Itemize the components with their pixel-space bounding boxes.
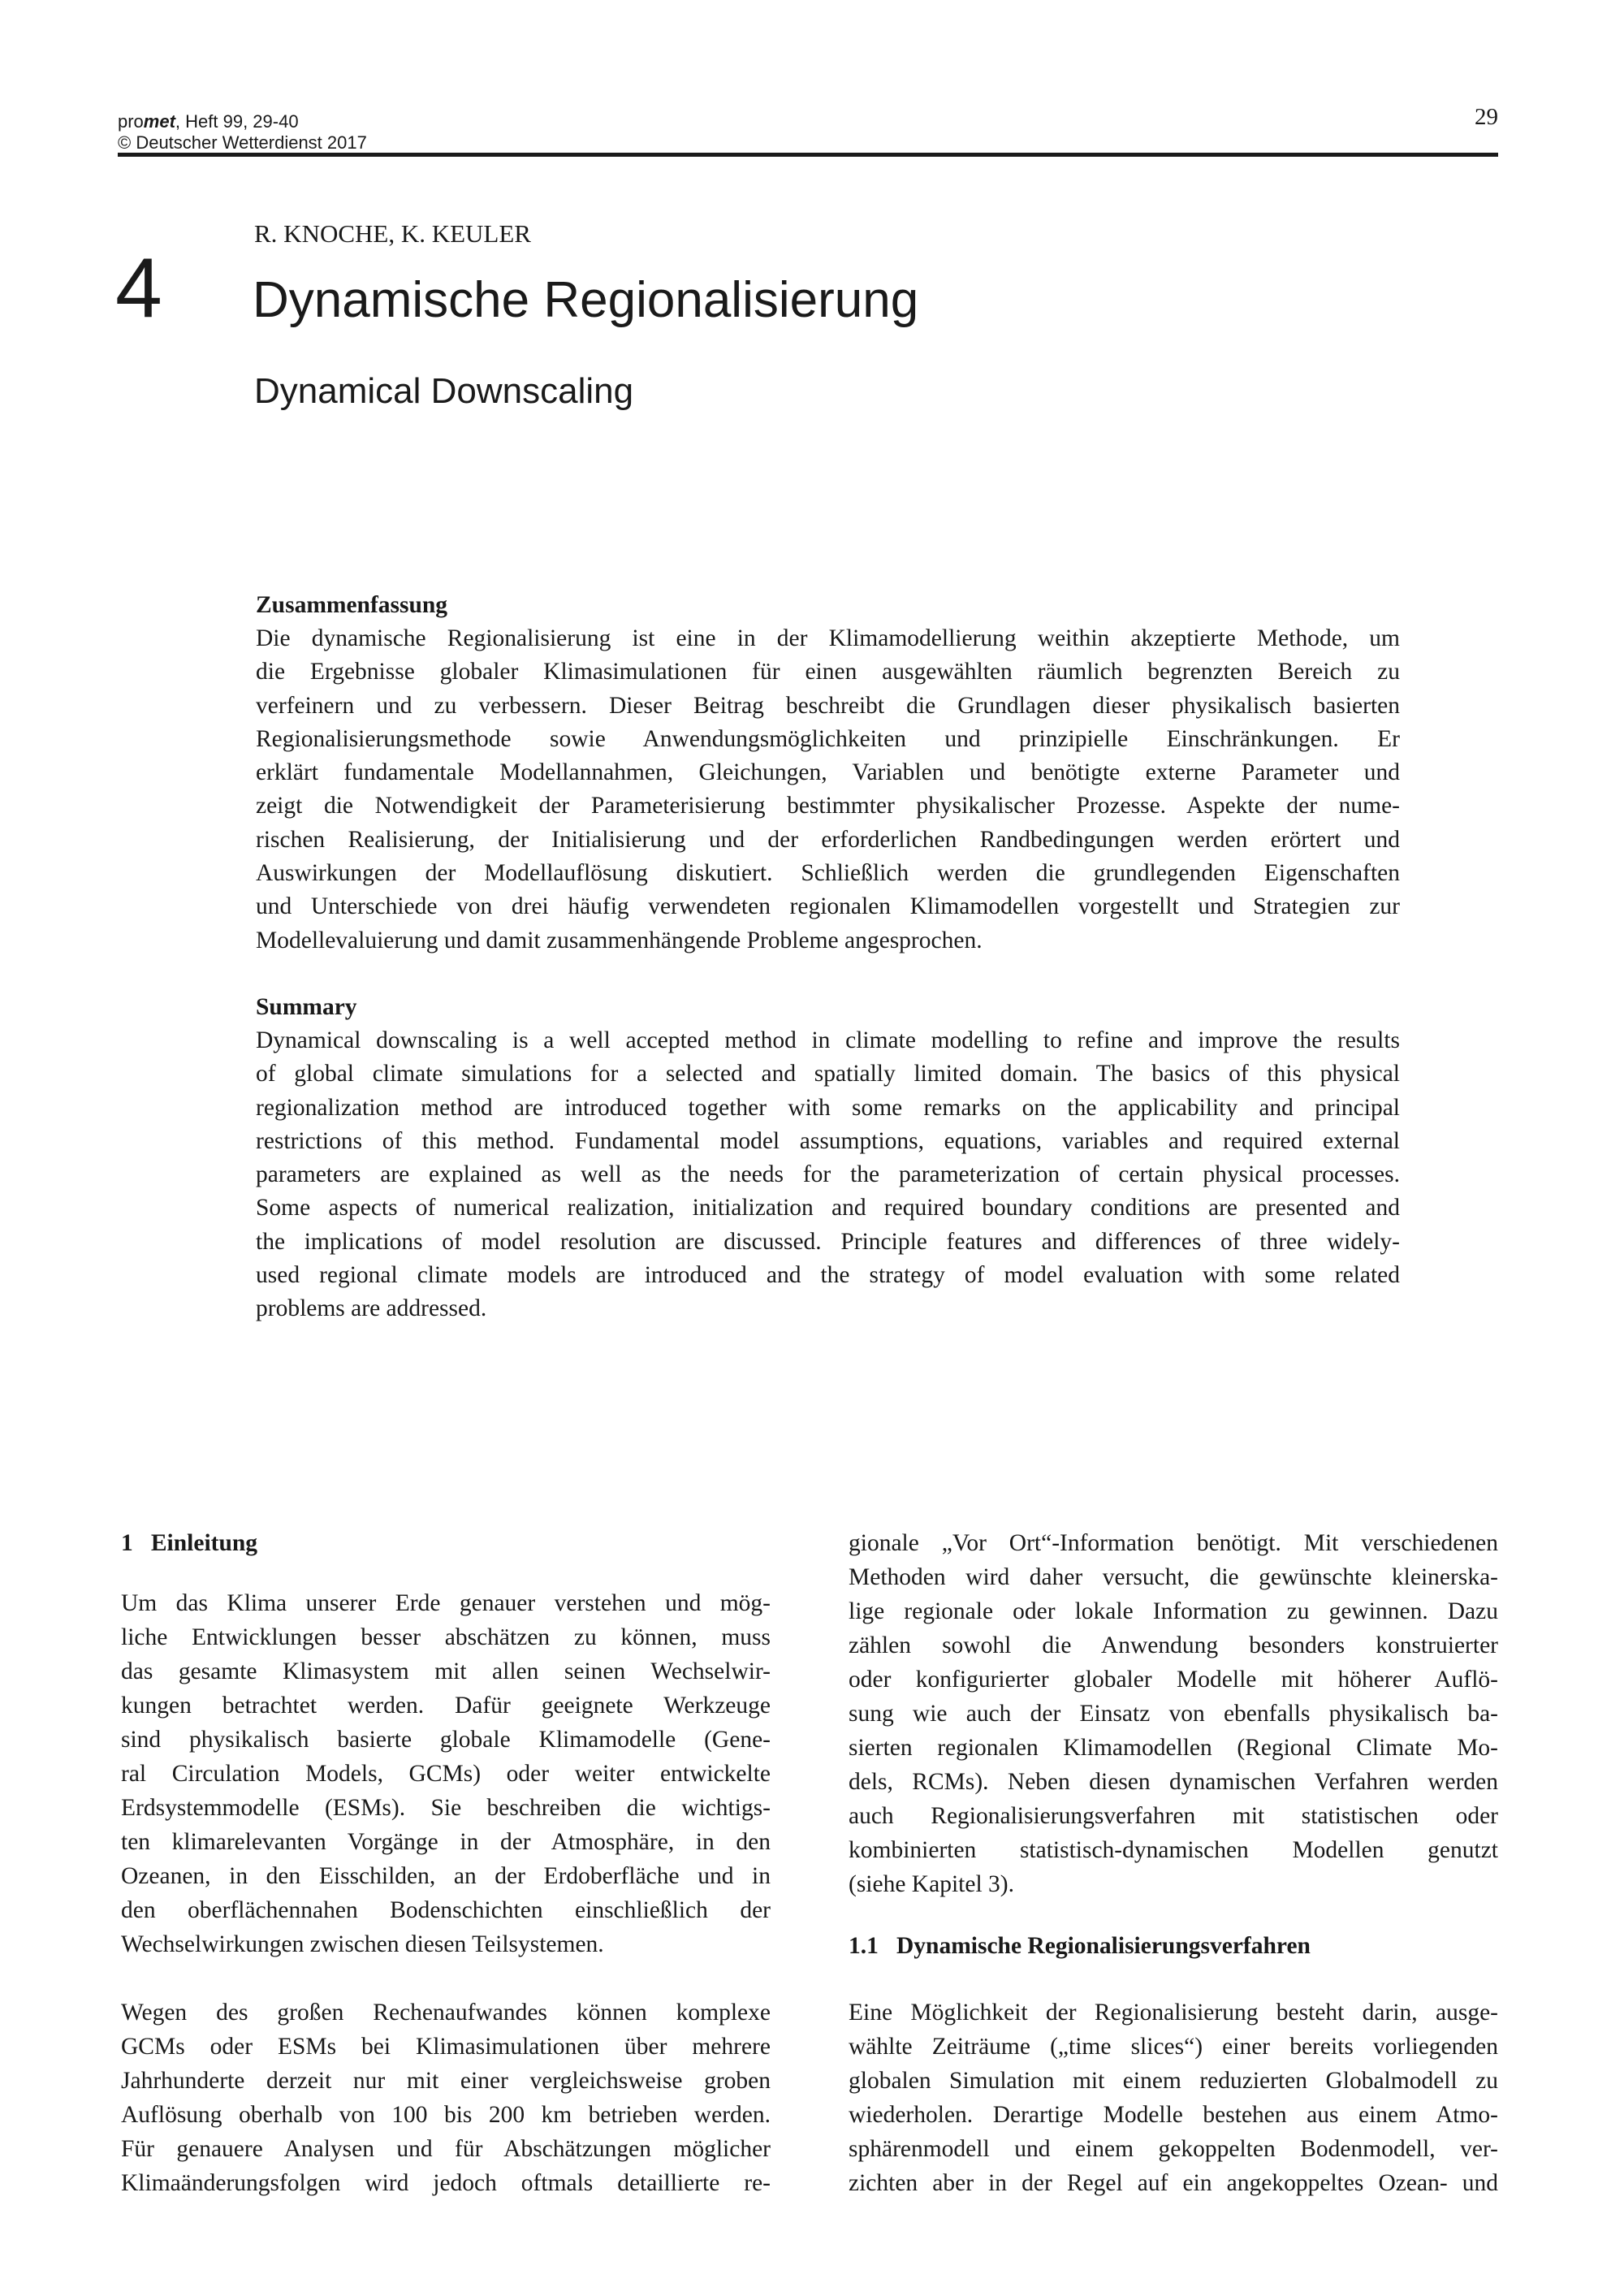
text-line: problems are addressed. (256, 1295, 487, 1322)
text-line: Auflösung oberhalb von 100 bis 200 km betrieben werden. (121, 2102, 771, 2128)
text-line: und Unterschiede von drei häufig verwendeten regionalen Klimamodellen vorgestellt und Strategien zur (256, 893, 1400, 920)
text-line: Ozeanen, in den Eisschilden, an der Erdoberfläche und in (121, 1863, 771, 1889)
text-line: of global climate simulations for a selected and spatially limited domain. The basics of this physical (256, 1061, 1400, 1087)
text-line: restrictions of this method. Fundamental model assumptions, equations, variables and required external (256, 1127, 1400, 1154)
text-line: Modellevaluierung und damit zusammenhängende Probleme angesprochen. (256, 927, 983, 953)
zusammenfassung-body (256, 622, 1400, 958)
text-line: gionale „Vor Ort“-Information benötigt. Mit verschiedenen (849, 1530, 1498, 1556)
text-line: lige regionale oder lokale Information zu gewinnen. Dazu (849, 1598, 1498, 1624)
text-line: the implications of model resolution are discussed. Principle features and differences of three widely- (256, 1228, 1400, 1255)
text-line: ten klimarelevanten Vorgänge in der Atmosphäre, in den (121, 1829, 771, 1855)
section-heading-dynamische-regionalisierungsverfahren: 1.1 Dynamische Regionalisierungsverfahren (849, 1933, 1311, 1959)
paragraph (849, 1995, 1498, 2200)
text-line: sphärenmodell und einem gekoppelten Bodenmodell, ver- (849, 2136, 1498, 2162)
article-subtitle: Dynamical Downscaling (254, 371, 634, 411)
text-line: Wegen des großen Rechenaufwandes können komplexe (121, 2000, 771, 2026)
text-line: kungen betrachtet werden. Dafür geeignete Werkzeuge (121, 1693, 771, 1719)
text-line: den oberflächennahen Bodenschichten einschließlich der (121, 1897, 771, 1923)
copyright: © Deutscher Wetterdienst 2017 (118, 132, 367, 153)
text-line: sierten regionalen Klimamodellen (Regional Climate Mo- (849, 1735, 1498, 1761)
text-line: Regionalisierungsmethode sowie Anwendungsmöglichkeiten und prinzipielle Einschränkungen. Er (256, 725, 1400, 752)
text-line: verfeinern und zu verbessern. Dieser Beitrag beschreibt die Grundlagen dieser physikalisch basierten (256, 692, 1400, 719)
text-line: Auswirkungen der Modellauflösung diskutiert. Schließlich werden die grundlegenden Eigenschaften (256, 860, 1400, 887)
summary-heading: Summary (256, 994, 357, 1020)
chapter-number: 4 (115, 241, 162, 335)
text-line: Erdsystemmodelle (ESMs). Sie beschreiben die wichtigs- (121, 1795, 771, 1821)
text-line: liche Entwicklungen besser abschätzen zu können, muss (121, 1624, 771, 1650)
text-line: die Ergebnisse globaler Klimasimulationen für einen ausgewählten räumlich begrenzten Bereich zu (256, 659, 1400, 685)
text-line: das gesamte Klimasystem mit allen seinen Wechselwir- (121, 1658, 771, 1684)
text-line: Um das Klima unserer Erde genauer verstehen und mög- (121, 1590, 771, 1616)
paragraph (121, 1586, 771, 1961)
text-line: Dynamical downscaling is a well accepted method in climate modelling to refine and improve the results (256, 1027, 1400, 1053)
text-line: Die dynamische Regionalisierung ist eine in der Klimamodellierung weithin akzeptierte Methode, um (256, 625, 1400, 651)
text-line: auch Regionalisierungsverfahren mit statistischen oder (849, 1803, 1498, 1829)
journal-name-italic: met (143, 111, 175, 132)
header-rule (118, 153, 1498, 157)
paragraph (121, 1995, 771, 2200)
text-line: Methoden wird daher versucht, die gewünschte kleinerska- (849, 1564, 1498, 1590)
text-line: used regional climate models are introduced and the strategy of model evaluation with some related (256, 1262, 1400, 1289)
text-line: oder konfigurierter globaler Modelle mit höherer Auflö- (849, 1667, 1498, 1693)
journal-citation (118, 110, 299, 133)
text-line: kombinierten statistisch-dynamischen Modellen genutzt (849, 1837, 1498, 1863)
text-line: GCMs oder ESMs bei Klimasimulationen über mehrere (121, 2034, 771, 2060)
text-line: rischen Realisierung, der Initialisierung und der erforderlichen Randbedingungen werden erörtert und (256, 826, 1400, 853)
text-line: sind physikalisch basierte globale Klimamodelle (Gene- (121, 1727, 771, 1753)
text-line: Für genauere Analysen und für Abschätzungen möglicher (121, 2136, 771, 2162)
text-line: Wechselwirkungen zwischen diesen Teilsystemen. (121, 1931, 604, 1957)
section-heading-einleitung: 1 Einleitung (121, 1530, 258, 1556)
text-line: erklärt fundamentale Modellannahmen, Gleichungen, Variablen und benötigte externe Parameter und (256, 759, 1400, 786)
paragraph (849, 1526, 1498, 1901)
text-line: globalen Simulation mit einem reduzierten Globalmodell zu (849, 2068, 1498, 2094)
text-line: zählen sowohl die Anwendung besonders konstruierter (849, 1632, 1498, 1658)
text-line: sung wie auch der Einsatz von ebenfalls physikalisch ba- (849, 1701, 1498, 1727)
zusammenfassung-heading: Zusammenfassung (256, 592, 448, 618)
authors: R. KNOCHE, K. KEULER (254, 219, 531, 248)
text-line: zeigt die Notwendigkeit der Parameterisierung bestimmter physikalischer Prozesse. Aspekte der nume- (256, 793, 1400, 819)
text-line: wiederholen. Derartige Modelle bestehen aus einem Atmo- (849, 2102, 1498, 2128)
text-line: (siehe Kapitel 3). (849, 1871, 1014, 1897)
text-line: Klimaänderungsfolgen wird jedoch oftmals detaillierte re- (121, 2170, 771, 2196)
article-title: Dynamische Regionalisierung (253, 272, 919, 328)
issue-pages: , Heft 99, 29-40 (175, 111, 299, 132)
text-line: Some aspects of numerical realization, initialization and required boundary conditions are presented and (256, 1195, 1400, 1222)
text-line: ral Circulation Models, GCMs) oder weiter entwickelte (121, 1761, 771, 1787)
text-line: wählte Zeiträume („time slices“) einer bereits vorliegenden (849, 2034, 1498, 2060)
text-line: dels, RCMs). Neben diesen dynamischen Verfahren werden (849, 1769, 1498, 1795)
text-line: parameters are explained as well as the needs for the parameterization of certain physical processes. (256, 1161, 1400, 1188)
text-line: regionalization method are introduced together with some remarks on the applicability and principal (256, 1094, 1400, 1121)
summary-body (256, 1024, 1400, 1326)
text-line: Jahrhunderte derzeit nur mit einer vergleichsweise groben (121, 2068, 771, 2094)
text-line: Eine Möglichkeit der Regionalisierung besteht darin, ausge- (849, 2000, 1498, 2026)
journal-name-prefix: pro (118, 111, 144, 132)
page-number: 29 (1475, 104, 1498, 130)
text-line: zichten aber in der Regel auf ein angekoppeltes Ozean- und (849, 2170, 1498, 2196)
